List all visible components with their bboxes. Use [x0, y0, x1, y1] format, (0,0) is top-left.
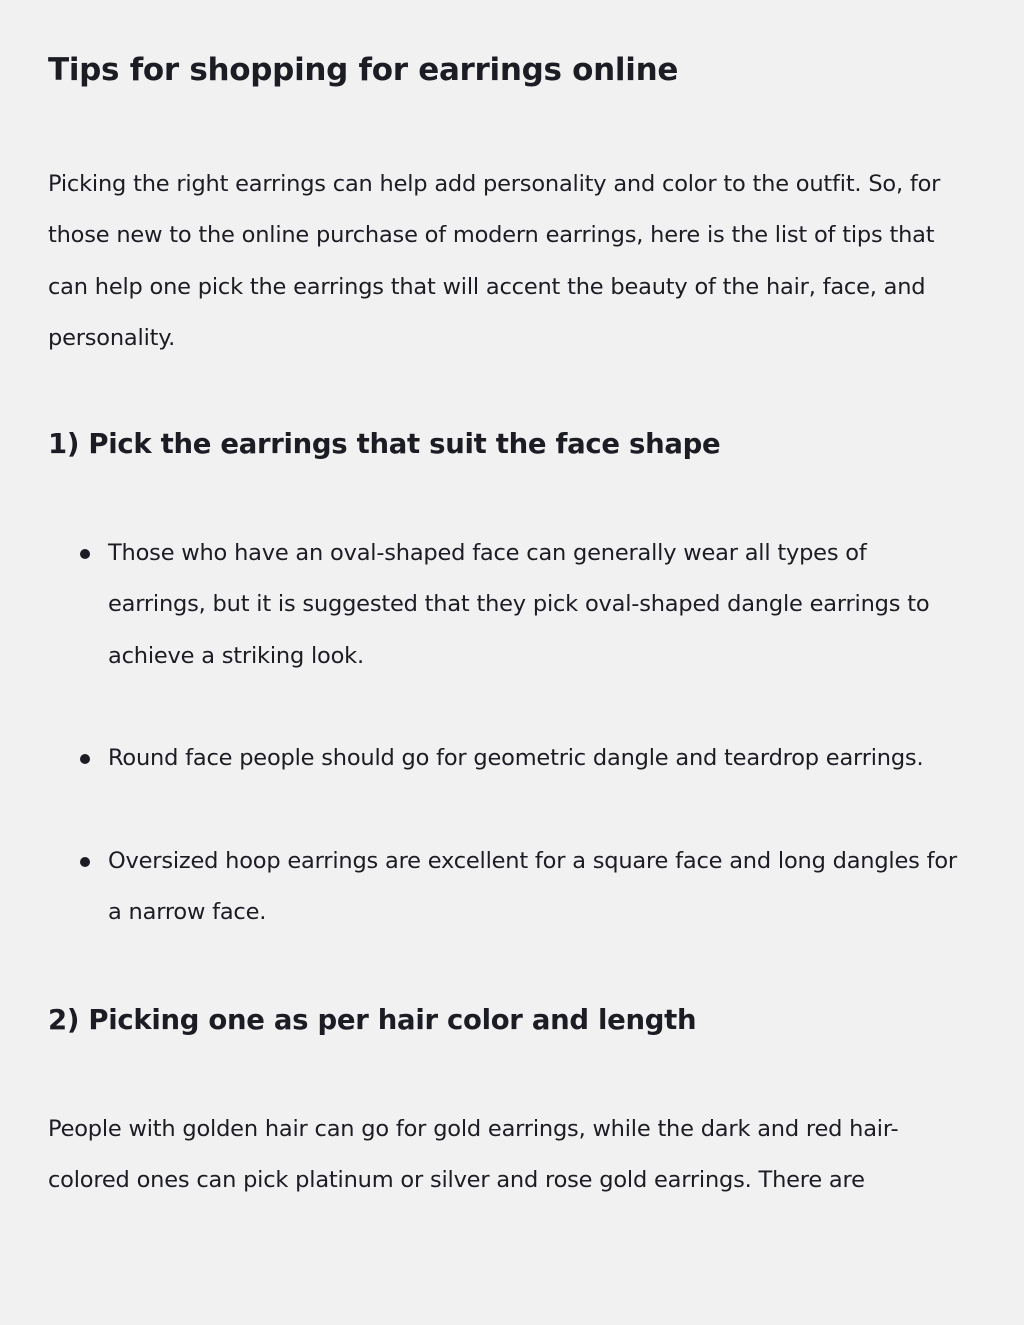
- section-heading-face-shape: 1) Pick the earrings that suit the face shape: [48, 428, 721, 460]
- bullet-dot-icon: [80, 754, 90, 764]
- bullet-dot-icon: [80, 857, 90, 867]
- list-item-text: Oversized hoop earrings are excellent for a square face and long dangles for a narrow face.: [108, 848, 957, 926]
- list-item: [108, 836, 958, 939]
- hair-color-paragraph: People with golden hair can go for gold earrings, while the dark and red hair-colored ones can pick platinum or silver and rose gold earrings. There are: [48, 1116, 899, 1194]
- bullet-dot-icon: [80, 549, 90, 559]
- list-item: [108, 733, 958, 784]
- article-title: Tips for shopping for earrings online: [48, 52, 679, 88]
- list-item: [108, 528, 958, 682]
- intro-paragraph: Picking the right earrings can help add personality and color to the outfit. So, for those new to the online purchase of modern earrings, here is the list of tips that can help one pick the earrings that will accent the beauty of the hair, face, and personality.: [48, 171, 941, 351]
- list-item-text: Those who have an oval-shaped face can generally wear all types of earrings, but it is suggested that they pick oval-shaped dangle earrings to achieve a striking look.: [108, 540, 930, 669]
- list-item-text: Round face people should go for geometric dangle and teardrop earrings.: [108, 745, 924, 771]
- section-heading-hair-color: 2) Picking one as per hair color and length: [48, 1004, 697, 1036]
